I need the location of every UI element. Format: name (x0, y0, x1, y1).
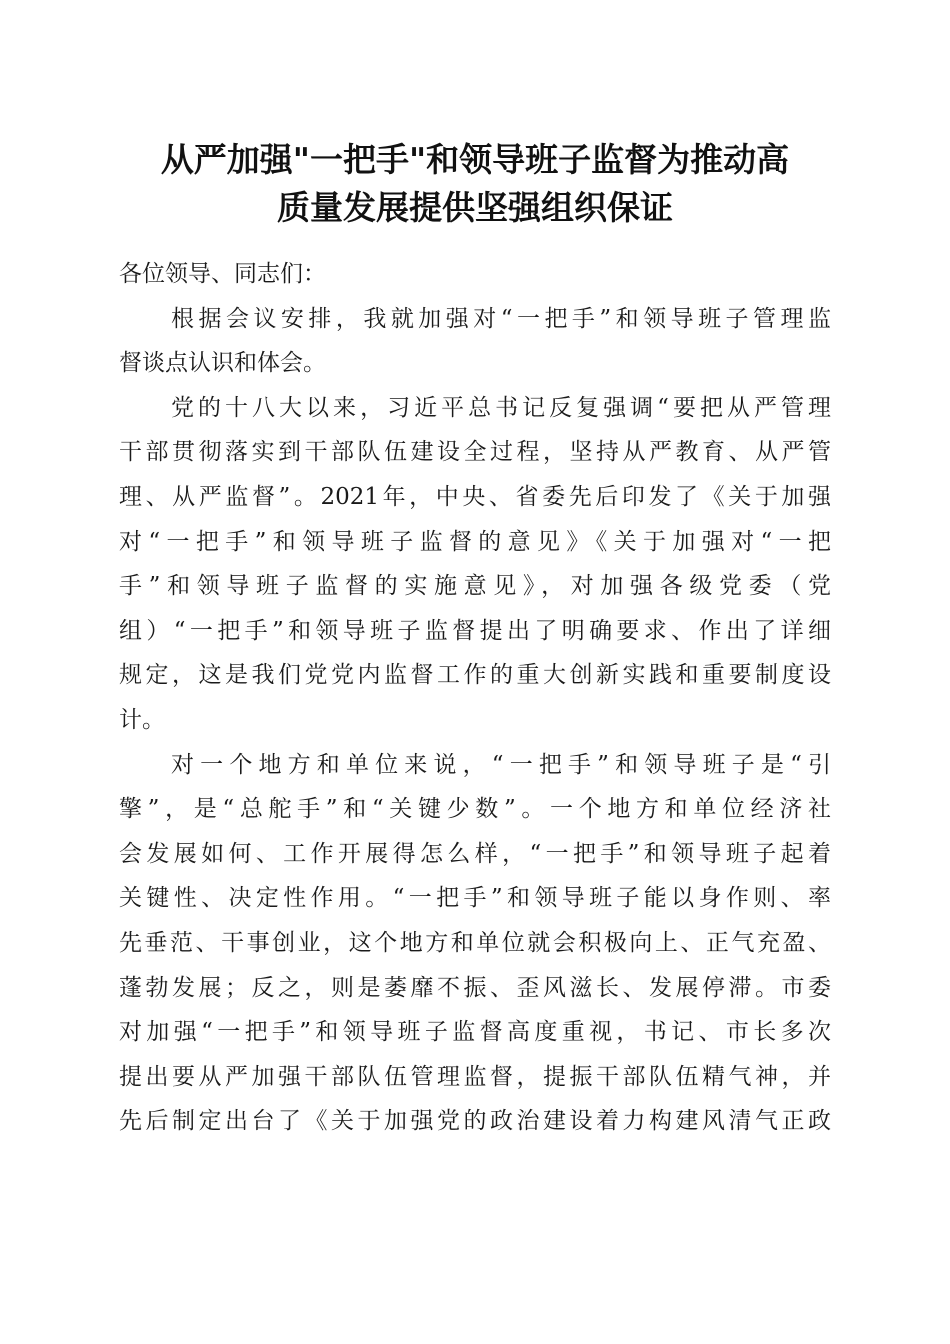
paragraph-line: 提出要从严加强干部队伍管理监督，提振干部队伍精气神，并 (119, 1063, 831, 1090)
paragraph-2 (119, 386, 831, 743)
paragraph-line: 对一个地方和单位来说，“一把手”和领导班子是“引 (171, 751, 831, 778)
paragraph-1 (119, 297, 831, 386)
title-line: 质量发展提供坚强组织保证 (277, 188, 673, 227)
paragraph-line: 手”和领导班子监督的实施意见》，对加强各级党委（党 (119, 573, 831, 600)
paragraph-line: 理、从严监督”。2021年，中央、省委先后印发了《关于加强 (119, 483, 831, 510)
paragraph-line: 先后制定出台了《关于加强党的政治建设着力构建风清气正政 (119, 1108, 831, 1135)
paragraph-line: 计。 (119, 706, 165, 733)
document-title (100, 136, 850, 232)
paragraph-line: 根据会议安排，我就加强对“一把手”和领导班子管理监 (171, 305, 831, 332)
document-body (119, 252, 831, 1144)
paragraph-line: 擎”，是“总舵手”和“关键少数”。一个地方和单位经济社 (119, 796, 831, 823)
paragraph-line: 对加强“一把手”和领导班子监督高度重视，书记、市长多次 (119, 1019, 831, 1046)
paragraph-line: 会发展如何、工作开展得怎么样，“一把手”和领导班子起着 (119, 840, 831, 867)
title-line: 从严加强"一把手"和领导班子监督为推动高 (160, 140, 790, 179)
paragraph-line: 规定，这是我们党党内监督工作的重大创新实践和重要制度设 (119, 662, 831, 689)
paragraph-line: 组）“一把手”和领导班子监督提出了明确要求、作出了详细 (119, 617, 831, 644)
paragraph-line: 党的十八大以来，习近平总书记反复强调“要把从严管理 (171, 394, 831, 421)
paragraph-line: 蓬勃发展；反之，则是萎靡不振、歪风滋长、发展停滞。市委 (119, 974, 831, 1001)
paragraph-line: 关键性、决定性作用。“一把手”和领导班子能以身作则、率 (119, 885, 831, 912)
paragraph-line: 对“一把手”和领导班子监督的意见》《关于加强对“一把 (119, 528, 831, 555)
paragraph-line: 督谈点认识和体会。 (119, 350, 326, 377)
paragraph-3 (119, 743, 831, 1144)
paragraph-line: 干部贯彻落实到干部队伍建设全过程，坚持从严教育、从严管 (119, 439, 831, 466)
salutation: 各位领导、同志们： (119, 261, 326, 287)
paragraph-line: 先垂范、干事创业，这个地方和单位就会积极向上、正气充盈、 (119, 929, 831, 956)
